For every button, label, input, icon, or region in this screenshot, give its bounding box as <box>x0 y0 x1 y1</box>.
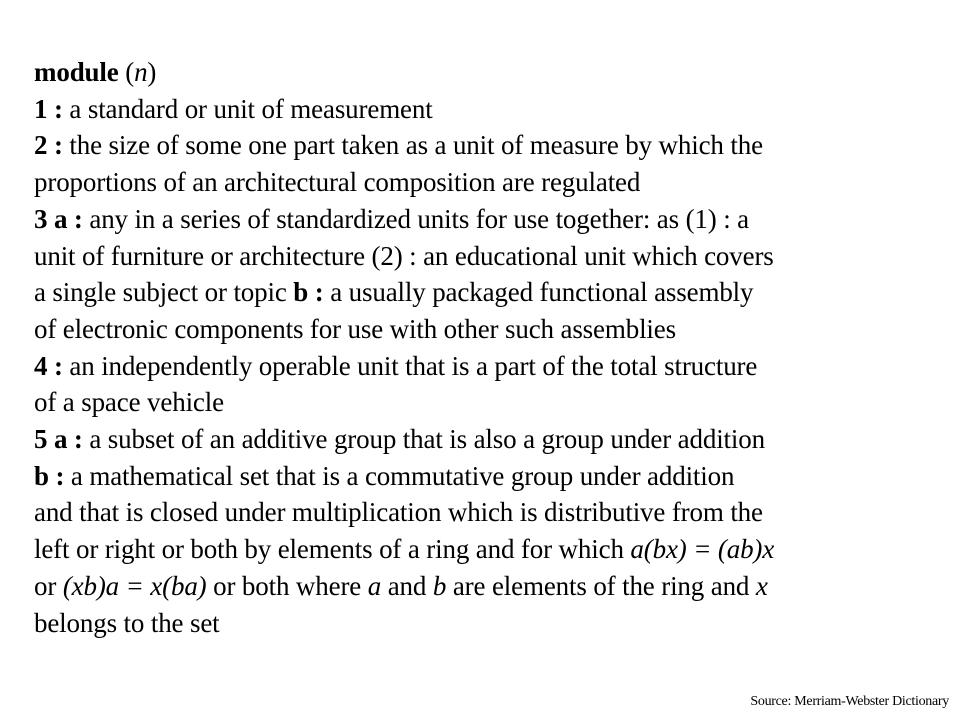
definition-5-text-1: a subset of an additive group that is also a group under addition <box>89 424 765 455</box>
variable-a: a <box>367 570 382 601</box>
definition-5-number: 5 a : <box>34 424 83 455</box>
variable-b: b <box>432 570 447 601</box>
definition-2-number: 2 : <box>34 130 63 161</box>
definition-4-line-2: of a space vehicle <box>34 387 224 418</box>
definition-5-text-5a: or both where <box>213 570 362 601</box>
definition-3-line-3 <box>34 274 934 311</box>
headword-line: module (n) <box>34 57 157 87</box>
definition-3-line-4: of electronic components for use with other such assemblies <box>34 313 676 344</box>
definition-5-line-5 <box>34 568 934 605</box>
headword: module <box>34 57 119 87</box>
source-citation: Source: Merriam-Webster Dictionary <box>750 694 949 709</box>
definition-5-line-1 <box>34 421 934 458</box>
definition-4-line-1 <box>34 348 934 385</box>
dictionary-entry <box>34 54 934 641</box>
definition-2-text-1: the size of some one part taken as a unit of measure by which the <box>69 130 763 161</box>
definition-1-number: 1 : <box>34 93 63 124</box>
definition-3-sense-b: b : <box>293 277 324 308</box>
definition-5-and: and <box>387 570 427 601</box>
definition-2-line-2: proportions of an architectural composition are regulated <box>34 167 641 198</box>
variable-x: x <box>755 570 768 601</box>
definition-2-line-1 <box>34 127 934 164</box>
definition-3-line-2: unit of furniture or architecture (2) : an educational unit which covers <box>34 240 774 271</box>
formula-2: (xb)a = x(ba) <box>62 570 207 601</box>
definition-5-text-2: a mathematical set that is a commutative group under addition <box>70 460 735 491</box>
definition-4-text-1: an independently operable unit that is a part of the total structure <box>69 350 758 381</box>
definition-3-text-3b: a usually packaged functional assembly <box>330 277 754 308</box>
definition-5-line-4 <box>34 531 934 568</box>
definition-1 <box>34 91 934 128</box>
definition-5-line-3: and that is closed under multiplication which is distributive from the <box>34 497 763 528</box>
definition-5-sense-b: b : <box>34 460 65 491</box>
definition-3-number: 3 a : <box>34 203 83 234</box>
definition-5-line-6: belongs to the set <box>34 607 220 638</box>
part-of-speech: n <box>134 57 148 87</box>
definition-5-text-5b: are elements of the ring and <box>452 570 750 601</box>
definition-1-text: a standard or unit of measurement <box>69 93 433 124</box>
definition-3-line-1 <box>34 201 934 238</box>
definition-3-text-1: any in a series of standardized units for use together: as (1) : a <box>89 203 749 234</box>
definition-4-number: 4 : <box>34 350 63 381</box>
formula-1: a(bx) = (ab)x <box>630 534 775 565</box>
definition-5-line-2 <box>34 458 934 495</box>
definition-5-or: or <box>34 570 57 601</box>
definition-5-text-4: left or right or both by elements of a ring and for which <box>34 534 624 565</box>
definition-3-text-3a: a single subject or topic <box>34 277 287 308</box>
